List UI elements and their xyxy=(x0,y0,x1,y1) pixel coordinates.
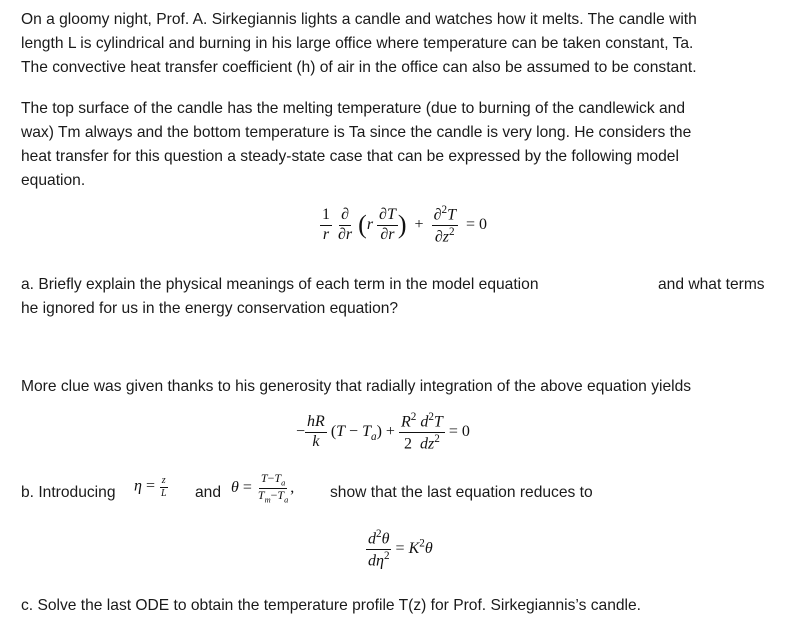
para2-line-3: heat transfer for this question a steady-state case that can be expressed by the following model xyxy=(21,148,679,165)
question-c-line-1: c. Solve the last ODE to obtain the temperature profile T(z) for Prof. Sirkegiannis’s candle. xyxy=(21,597,642,614)
para2-line-2: wax) Tm always and the bottom temperature is Ta since the candle is very long. He considers the xyxy=(21,124,692,141)
question-a-line-2: he ignored for us in the energy conservation equation? xyxy=(21,300,399,317)
question-b-prefix: b. Introducing xyxy=(21,484,116,501)
intro-line-3: The convective heat transfer coefficient (h) of air in the office can also be assumed to be constant. xyxy=(21,59,697,76)
question-a-line-1: a. Briefly explain the physical meanings of each term in the model equation xyxy=(21,276,539,293)
eta-definition: η = $\frac{z}{L}$ xyxy=(134,475,167,499)
model-equation: $\frac{1}{r}$ $\frac{\partial}{\partial r}$ (r $\frac{\partial T}{\partial r}$ ) + $\frac{\partial^2T}{\partial z^2}$ = 0 xyxy=(322,204,487,246)
intro-line-2: length L is cylindrical and burning in his large office where temperature can be taken constant, Ta. xyxy=(21,35,694,52)
reduced-ode: $\frac{d^2\theta}{d\eta^2}$ = $K^2\theta$ xyxy=(368,528,433,570)
para2-line-4: equation. xyxy=(21,172,86,189)
question-b-and: and xyxy=(195,484,222,501)
clue-line-1: More clue was given thanks to his generosity that radially integration of the above equation yields xyxy=(21,378,692,395)
question-a-line-1-tail: and what terms xyxy=(658,276,765,293)
question-b-suffix: show that the last equation reduces to xyxy=(330,484,593,501)
integrated-equation: − $\frac{hR}{k}$ $(T - T_a)$ + $\frac{R^2 d^2T}{2 dz^2}$ = 0 xyxy=(296,411,470,453)
theta-definition: θ = $\frac{T-T_a}{T_m-T_a}$ , xyxy=(231,471,295,505)
intro-line-1: On a gloomy night, Prof. A. Sirkegiannis lights a candle and watches how it melts. The candle with xyxy=(21,11,697,28)
para2-line-1: The top surface of the candle has the melting temperature (due to burning of the candlewick and xyxy=(21,100,686,117)
